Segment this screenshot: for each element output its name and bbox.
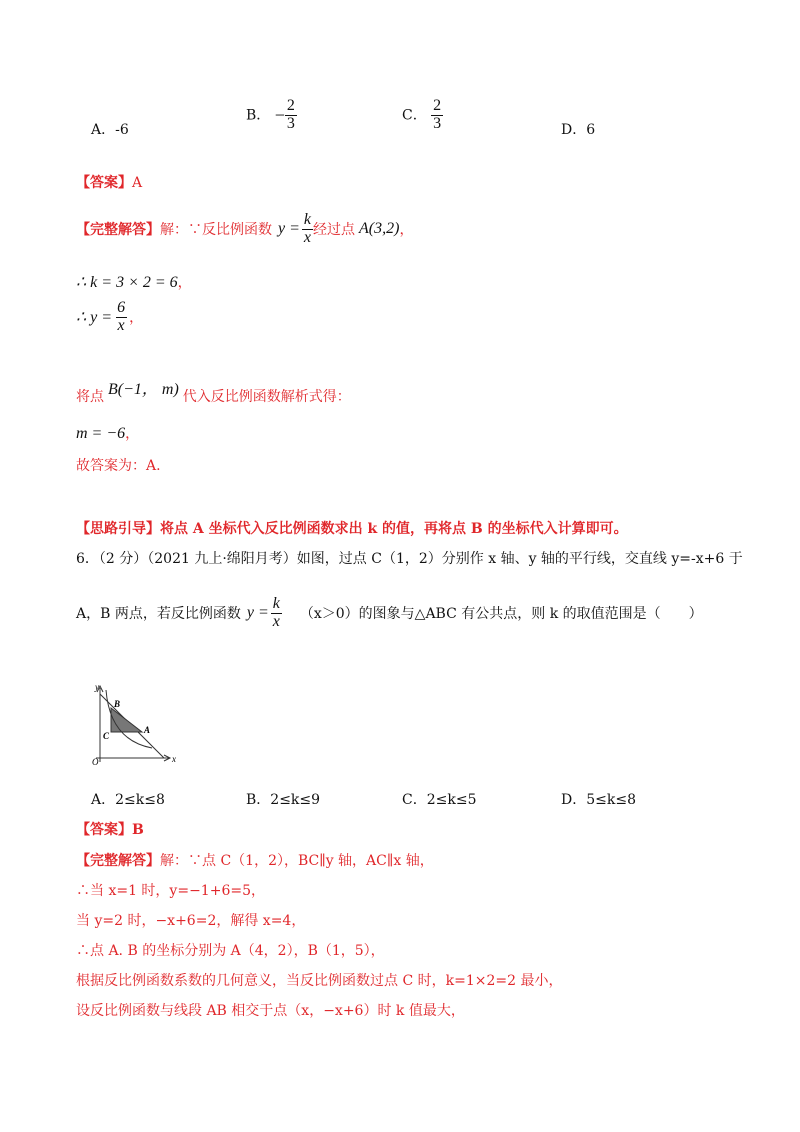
- option-d: [561, 119, 595, 139]
- q6-option-b: B．2≤k≤9: [246, 792, 321, 808]
- fraction: [302, 212, 313, 247]
- math-expression: ∴ k = 3 × 2 = 6: [76, 274, 178, 291]
- label-b: B: [114, 699, 121, 709]
- point-a: A(3,2): [359, 220, 400, 238]
- option-a: [91, 119, 129, 139]
- solution-line-2: [76, 272, 192, 292]
- denominator: x: [272, 612, 280, 630]
- hint-tag: 【思路引导】: [76, 521, 160, 537]
- label-o: O: [92, 757, 99, 766]
- denominator: 3: [286, 114, 295, 132]
- label-x: x: [172, 754, 176, 764]
- math-lhs: y =: [278, 220, 300, 238]
- fraction: [115, 300, 127, 335]
- denominator: x: [117, 316, 125, 334]
- q6-solution-line-5: 根据反比例函数系数的几何意义，当反比例函数过点 C 时，k=1×2=2 最小，: [76, 973, 563, 989]
- q6-answer-line: [76, 819, 144, 839]
- option-letter: C．: [402, 107, 427, 124]
- punctuation: ，: [177, 275, 192, 291]
- answer-tag: 【答案】: [76, 175, 132, 191]
- solution-text: 解：∵点 C（1，2），BC∥y 轴，AC∥x 轴，: [160, 853, 434, 869]
- solution-line-1: [76, 212, 413, 247]
- answer-value: A: [132, 175, 143, 191]
- math-lhs: y =: [246, 604, 269, 622]
- fraction: [271, 596, 282, 631]
- denominator: x: [303, 228, 312, 246]
- numerator: 2: [433, 97, 442, 114]
- solution-line-6: 故答案为：A.: [76, 458, 161, 474]
- q6-option-c: C．2≤k≤5: [402, 792, 477, 808]
- option-b: [246, 98, 297, 133]
- q6-option-d: D．5≤k≤8: [561, 792, 636, 808]
- solution-text: 解：∵反比例函数: [160, 222, 272, 239]
- math-expression: m = −6: [76, 425, 126, 442]
- solution-line-3: [76, 300, 143, 335]
- numerator: k: [272, 595, 280, 612]
- q6-solution-line-2: ∴当 x=1 时，y=−1+6=5，: [76, 883, 265, 899]
- fraction: [431, 98, 443, 133]
- numerator: 6: [117, 299, 126, 316]
- label-c: C: [103, 731, 110, 741]
- option-letter: A．: [91, 122, 116, 138]
- math-lhs: ∴ y =: [76, 309, 113, 327]
- q6-solution-line-1: [76, 850, 434, 870]
- solution-line-5: [76, 423, 139, 443]
- q6-option-a: A．2≤k≤8: [91, 792, 165, 808]
- hint-line: [76, 518, 628, 538]
- solution-tag: 【完整解答】: [76, 222, 160, 239]
- question-text: A，B 两点，若反比例函数: [76, 606, 241, 623]
- label-a: A: [144, 725, 151, 735]
- answer-line: [76, 172, 142, 192]
- question-text: （x＞0）的图象与△ABC 有公共点，则 k 的取值范围是（ ）: [299, 606, 703, 623]
- question-6-line-2: [76, 596, 703, 631]
- point-b: B(−1， m): [108, 381, 179, 398]
- solution-text: 经过点: [313, 222, 356, 239]
- option-c: [402, 98, 443, 133]
- triangle-abc: [111, 708, 142, 732]
- punctuation: ，: [125, 426, 140, 442]
- punctuation: ，: [129, 310, 144, 327]
- option-letter: D．: [561, 122, 587, 138]
- hint-text: 将点 A 坐标代入反比例函数求出 k 的值，再将点 B 的坐标代入计算即可。: [160, 521, 628, 537]
- q6-solution-line-4: ∴点 A. B 的坐标分别为 A（4，2），B（1，5），: [76, 943, 385, 959]
- option-value: 6: [586, 122, 596, 138]
- numerator: 2: [286, 97, 295, 114]
- answer-tag: 【答案】: [76, 822, 132, 838]
- solution-line-4: [76, 376, 351, 406]
- answer-value: B: [132, 822, 144, 838]
- solution-text: 代入反比例函数解析式得：: [182, 389, 351, 405]
- minus-sign: −: [274, 104, 285, 125]
- punctuation: ，: [399, 222, 414, 239]
- q6-solution-line-3: 当 y=2 时，−x+6=2，解得 x=4，: [76, 913, 306, 929]
- fraction: [285, 98, 297, 133]
- numerator: k: [303, 211, 312, 228]
- graph-figure: [92, 682, 182, 766]
- label-y: y: [95, 682, 99, 692]
- denominator: 3: [433, 114, 442, 132]
- option-value: -6: [115, 122, 129, 138]
- solution-tag: 【完整解答】: [76, 853, 160, 869]
- q6-solution-line-6: 设反比例函数与线段 AB 相交于点（x，−x+6）时 k 值最大，: [76, 1003, 465, 1019]
- solution-text: 将点: [76, 389, 104, 405]
- option-letter: B．: [246, 107, 271, 124]
- question-6-line-1: 6．（2 分）（2021 九上·绵阳月考）如图，过点 C（1，2）分别作 x 轴、y 轴的平行线，交直线 y=-x+6 于: [76, 551, 743, 567]
